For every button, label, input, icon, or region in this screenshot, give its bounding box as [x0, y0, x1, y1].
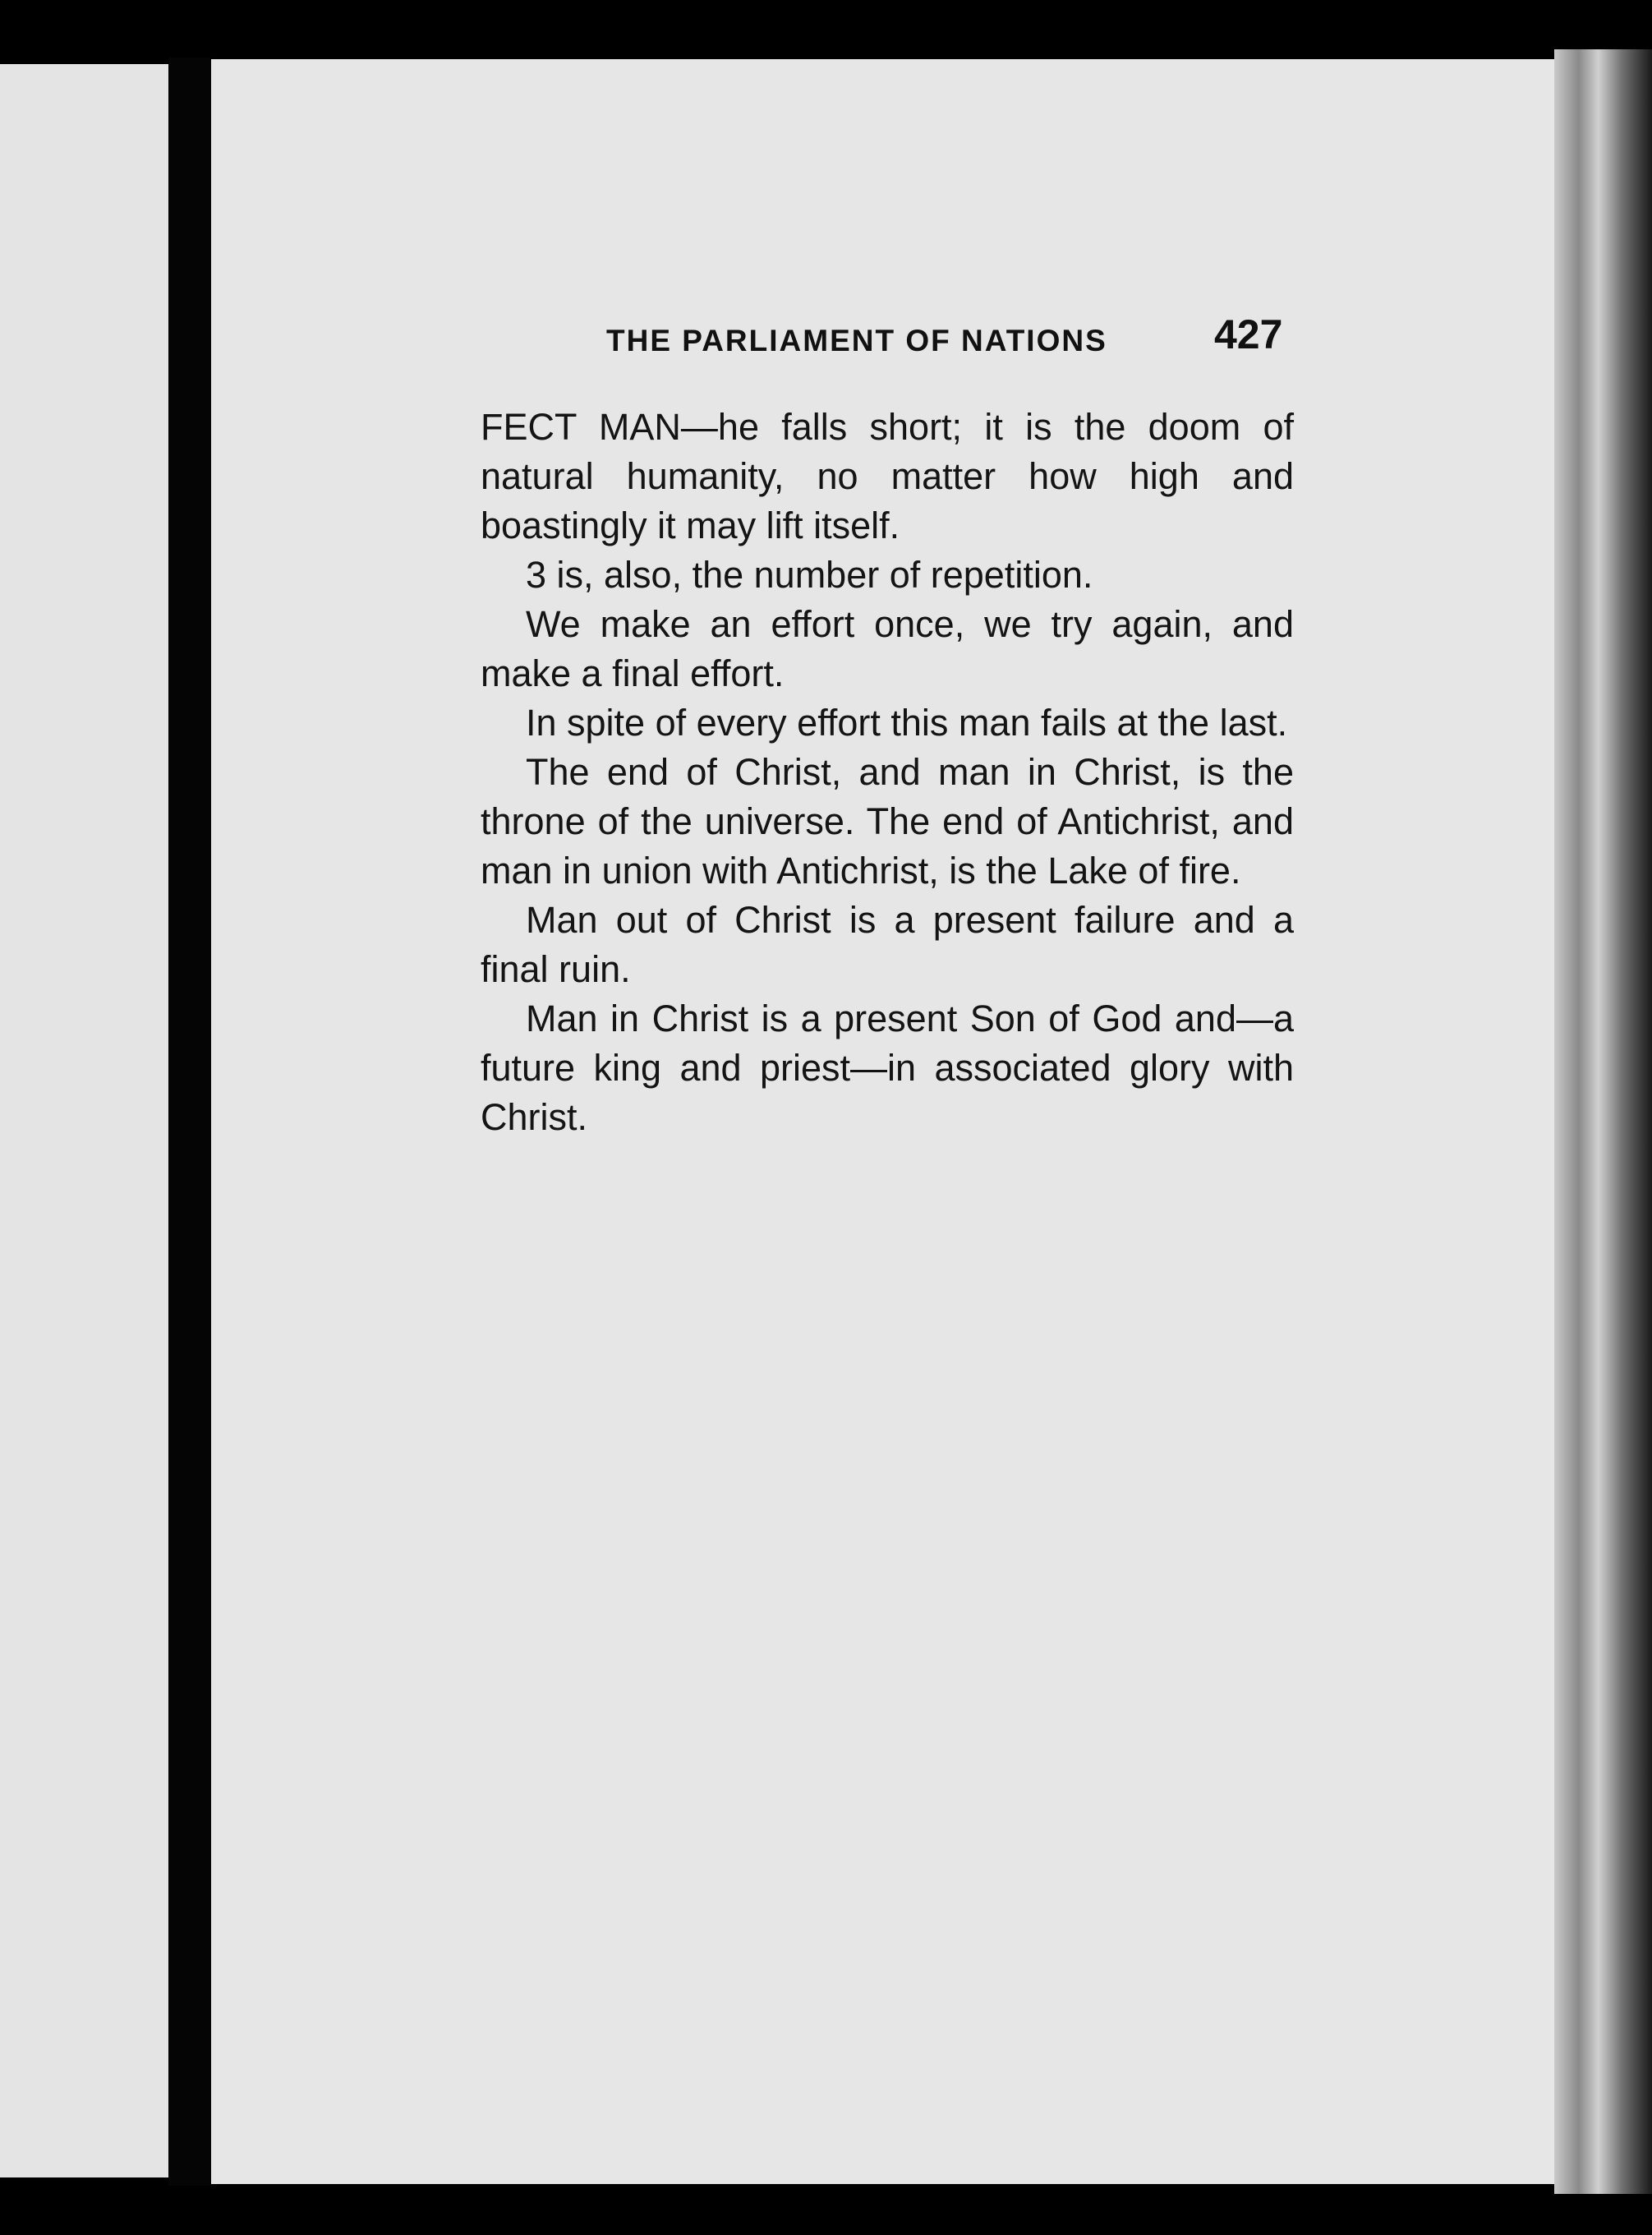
book-gutter	[168, 58, 211, 2186]
paragraph-continuation: FECT MAN—he falls short; it is the doom of natural humanity, no matter how high and boastingly it may lift itself.	[481, 406, 1294, 546]
paragraph: The end of Christ, and man in Christ, is the throne of the universe. The end of Antichrist, and man in union with Antichrist, is the Lake of fire.	[481, 751, 1294, 892]
page-edge-shadow	[1554, 49, 1652, 2194]
paragraph: Man in Christ is a present Son of God and—a future king and priest—in associated glory with Christ.	[481, 998, 1294, 1138]
running-head	[606, 309, 1283, 366]
body-text	[481, 403, 1294, 1142]
paragraph: Man out of Christ is a present failure and a final ruin.	[481, 899, 1294, 990]
running-title: THE PARLIAMENT OF NATIONS	[606, 324, 1107, 357]
page-number: 427	[1214, 311, 1283, 357]
paragraph: We make an effort once, we try again, and make a final effort.	[481, 603, 1294, 694]
paragraph: In spite of every effort this man fails at the last.	[526, 702, 1288, 744]
facing-page-blank	[0, 64, 168, 2177]
paragraph: 3 is, also, the number of repetition.	[526, 554, 1093, 596]
